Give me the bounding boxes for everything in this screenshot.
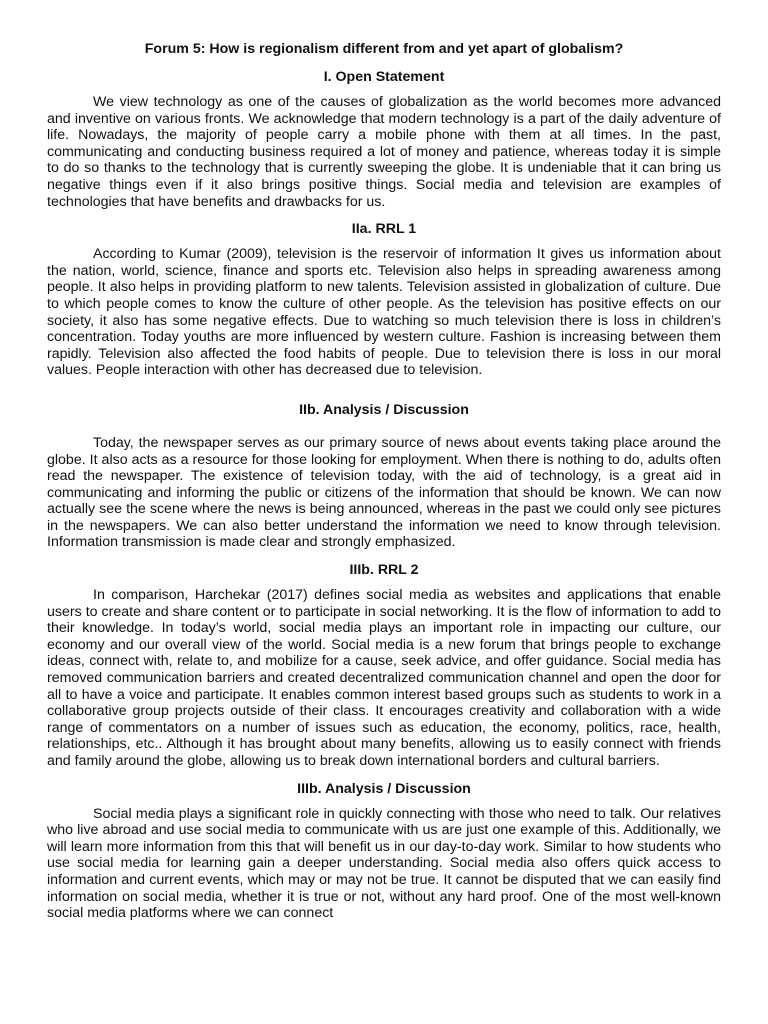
document-title: Forum 5: How is regionalism different from and yet apart of globalism? [144, 41, 624, 57]
section-paragraph-analysis-2: Social media plays a significant role in quickly connecting with those who need to talk. Our relatives who live abroad and use social media to communicate with us are just one example of this. Additionally, we will learn more information from this that will benefit us in our day-to-day work. Similar to how students who use social media for learning gain a deeper understanding. Social media also offers quick access to information and current events, which may or may not be true. It cannot be disputed that we can easily find information on social media, whether it is true or not, without any hard proof. One of the most well-known social media platforms where we can connect [47, 805, 721, 922]
section-heading-rrl-1: IIa. RRL 1 [351, 221, 417, 238]
section-paragraph-rrl-2: In comparison, Harchekar (2017) defines social media as websites and applications that enable users to create and share content or to participate in social networking. It is the flow of information to add to their knowledge. In today’s world, social media plays an important role in impacting our culture, our economy and our overall view of the world. Social media is a new forum that brings people to exchange ideas, connect with, relate to, and mobilize for a cause, seek advice, and offer guidance. Social media has removed communication barriers and created decentralized communication channel and open the door for all to have a voice and participate. It enables common interest based groups such as students to work in a collaborative group projects outside of their class. It encourages creativity and collaboration with a wide range of commentators on a number of issues such as education, the economy, politics, race, health, relationships, etc.. Although it has brought about many benefits, allowing us to easily connect with friends and family around the globe, allowing us to break down international borders and cultural barriers. [47, 587, 721, 769]
section-paragraph-open-statement: We view technology as one of the causes of globalization as the world becomes more advanced and inventive on various fronts. We acknowledge that modern technology is a part of the daily adventure of life. Nowadays, the majority of people carry a mobile phone with them at all times. In the past, communicating and conducting business required a lot of money and patience, whereas today it is simple to do so thanks to the technology that is currently sweeping the globe. It is undeniable that it can bring us negative things even if it also brings positive things. Social media and television are examples of technologies that have benefits and drawbacks for us. [47, 94, 721, 210]
section-paragraph-analysis-1: Today, the newspaper serves as our primary source of news about events taking place around the globe. It also acts as a resource for those looking for employment. When there is nothing to do, adults often read the newspaper. The existence of television today, with the aid of technology, is a great aid in communicating and informing the public or citizens of the information that should be known. We can now actually see the scene where the news is being announced, whereas in the past we could only see pictures in the newspapers. We can also better understand the information we need to know through television. Information transmission is made clear and strongly emphasized. [47, 434, 721, 551]
section-paragraph-rrl-1: According to Kumar (2009), television is the reservoir of information It gives us information about the nation, world, science, finance and sports etc. Television also helps in spreading awareness among people. It also helps in providing platform to new talents. Television assisted in globalization of culture. Due to which people comes to know the culture of other people. As the television has positive effects on our society, it also has some negative effects. Due to watching so much television there is loss in children’s concentration. Today youths are more influenced by western culture. Fashion is increasing between them rapidly. Television also affected the food habits of people. Due to television there is loss in our moral values. People interaction with other has decreased due to television. [47, 246, 721, 379]
section-heading-open-statement: I. Open Statement [323, 69, 445, 85]
section-heading-analysis-1: IIb. Analysis / Discussion [299, 401, 469, 418]
section-heading-analysis-2: IIIb. Analysis / Discussion [297, 780, 471, 797]
document-page [47, 40, 721, 932]
section-heading-rrl-2: IIIb. RRL 2 [349, 562, 419, 579]
